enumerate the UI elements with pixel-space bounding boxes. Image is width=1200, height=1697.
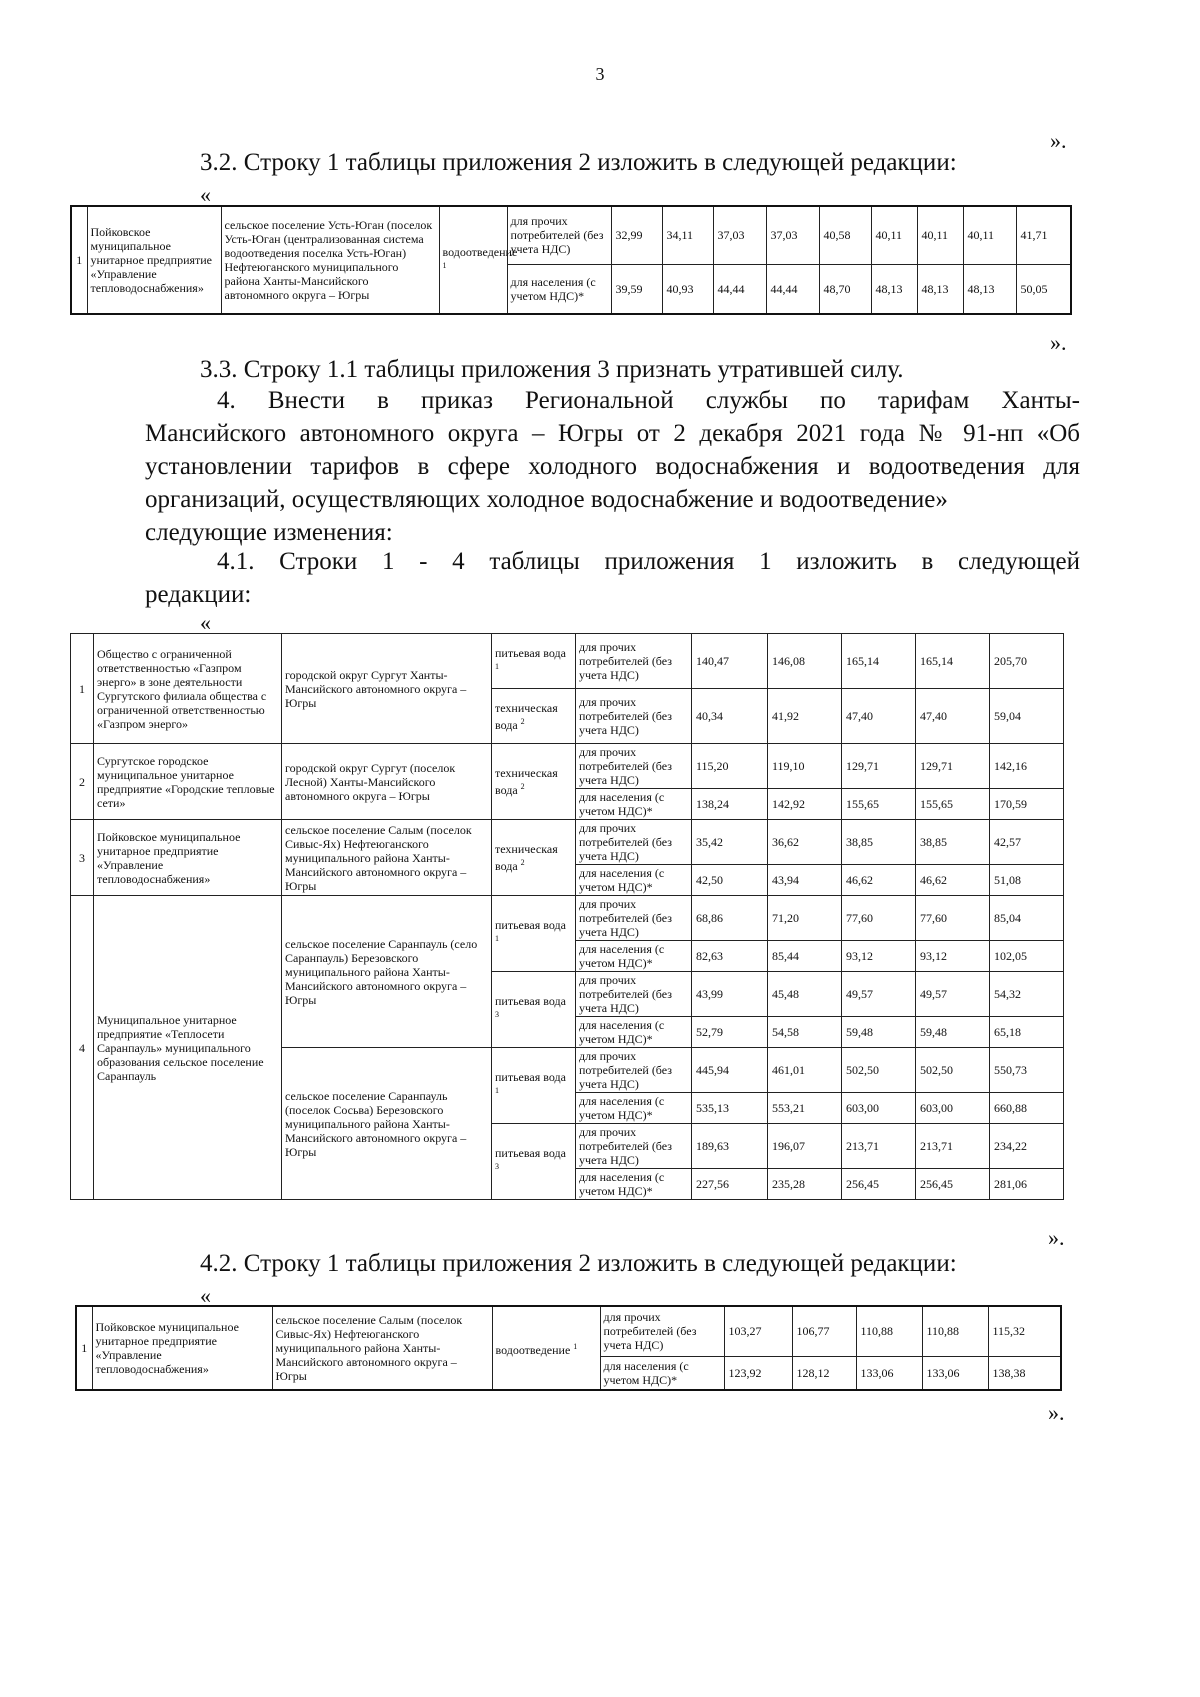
section-4-2-heading: 4.2. Строку 1 таблицы приложения 2 изложить в следующей редакции:: [200, 1250, 957, 1277]
table-row: [71, 634, 1064, 689]
section-4-last-line: следующие изменения:: [145, 519, 393, 546]
section-3-2-heading: 3.2. Строку 1 таблицы приложения 2 изложить в следующей редакции:: [200, 149, 957, 176]
value-cell: 37,03: [766, 206, 819, 264]
value-cell: 93,12: [916, 941, 990, 972]
footnote-mark: 3: [495, 1010, 499, 1019]
consumer-cell: для населения (с учетом НДС)*: [576, 1169, 692, 1200]
value-cell: 48,13: [963, 264, 1016, 314]
value-cell: 102,05: [990, 941, 1064, 972]
value-cell: 550,73: [990, 1048, 1064, 1093]
value-cell: 110,88: [856, 1306, 922, 1356]
consumer-cell: для населения (с учетом НДС)*: [576, 865, 692, 896]
service-cell: [492, 972, 576, 1048]
value-cell: 138,24: [692, 789, 768, 820]
value-cell: 40,58: [819, 206, 871, 264]
table-row: [71, 206, 1071, 264]
service-cell: [492, 1124, 576, 1200]
territory-cell: городской округ Сургут Ханты-Мансийского автономного округа – Югры: [282, 634, 492, 744]
value-cell: 129,71: [842, 744, 916, 789]
footnote-mark: 1: [573, 1341, 578, 1351]
value-cell: 138,38: [988, 1356, 1061, 1390]
opening-quote: «: [200, 1283, 211, 1308]
value-cell: 165,14: [842, 634, 916, 689]
value-cell: 603,00: [916, 1093, 990, 1124]
footnote-mark: 3: [495, 1162, 499, 1171]
consumer-cell: для населения (с учетом НДС)*: [576, 1093, 692, 1124]
value-cell: 48,13: [871, 264, 917, 314]
service-label: питьевая вода: [495, 994, 566, 1008]
service-label: питьевая вода: [495, 1146, 566, 1160]
service-cell: [492, 1048, 576, 1124]
value-cell: 48,70: [819, 264, 871, 314]
footnote-mark: 1: [442, 260, 447, 270]
value-cell: 445,94: [692, 1048, 768, 1093]
value-cell: 40,11: [963, 206, 1016, 264]
value-cell: 205,70: [990, 634, 1064, 689]
organization-cell: Пойковское муниципальное унитарное предприятие «Управление тепловодоснабжения»: [92, 1306, 272, 1390]
territory-cell: сельское поселение Салым (поселок Сивыс-Ях) Нефтеюганского муниципального района Ханты-Мансийского автономного округа – Югры: [272, 1306, 492, 1390]
value-cell: 38,85: [916, 820, 990, 865]
value-cell: 59,48: [916, 1017, 990, 1048]
consumer-cell: для прочих потребителей (без учета НДС): [600, 1306, 724, 1356]
value-cell: 85,04: [990, 896, 1064, 941]
value-cell: 65,18: [990, 1017, 1064, 1048]
value-cell: 54,32: [990, 972, 1064, 1017]
value-cell: 39,59: [611, 264, 662, 314]
section-4-first-line: 4. Внести в приказ Региональной службы по тарифам Ханты-: [217, 387, 1080, 414]
value-cell: 59,48: [842, 1017, 916, 1048]
footnote-mark: 1: [495, 934, 499, 943]
service-label: техническая вода: [495, 700, 558, 732]
value-cell: 189,63: [692, 1124, 768, 1169]
value-cell: 43,99: [692, 972, 768, 1017]
footnote-mark: 2: [520, 858, 525, 867]
consumer-cell: для прочих потребителей (без учета НДС): [576, 634, 692, 689]
row-number: 3: [71, 820, 94, 896]
value-cell: 115,20: [692, 744, 768, 789]
value-cell: 133,06: [856, 1356, 922, 1390]
closing-quote: ».: [1050, 330, 1067, 355]
value-cell: 170,59: [990, 789, 1064, 820]
value-cell: 115,32: [988, 1306, 1061, 1356]
consumer-cell: для прочих потребителей (без учета НДС): [576, 1124, 692, 1169]
value-cell: 54,58: [768, 1017, 842, 1048]
service-label: питьевая вода: [495, 1070, 566, 1084]
value-cell: 35,42: [692, 820, 768, 865]
footnote-mark: 2: [520, 716, 525, 726]
section-4-body: Мансийского автономного округа – Югры от 2 декабря 2021 года № 91-нп «Об установлении тарифов в сфере холодного водоснабжения и водоотведения для организаций, осуществляющих холодное водоснабжение и водоотведение»: [145, 420, 1080, 513]
value-cell: 142,16: [990, 744, 1064, 789]
closing-quote: ».: [1050, 128, 1067, 153]
value-cell: 42,50: [692, 865, 768, 896]
organization-cell: Сургутское городское муниципальное унитарное предприятие «Городские тепловые сети»: [94, 744, 282, 820]
value-cell: 46,62: [842, 865, 916, 896]
table-appendix2-sec32: [70, 205, 1072, 315]
territory-cell: сельское поселение Усть-Юган (поселок Усть-Юган (централизованная система водоотведения поселка Усть-Юган) Нефтеюганского муниципального района Ханты-Мансийского автономного округа – Югры: [221, 206, 439, 314]
closing-quote: ».: [1048, 1225, 1065, 1250]
value-cell: 256,45: [842, 1169, 916, 1200]
organization-cell: Муниципальное унитарное предприятие «Теплосети Саранпауль» муниципального образования сельское поселение Саранпауль: [94, 896, 282, 1200]
consumer-cell: для населения (с учетом НДС)*: [576, 1017, 692, 1048]
service-cell: [492, 820, 576, 896]
value-cell: 85,44: [768, 941, 842, 972]
row-number: 1: [71, 206, 87, 314]
value-cell: 40,93: [662, 264, 713, 314]
opening-quote: «: [200, 182, 211, 207]
value-cell: 59,04: [990, 689, 1064, 744]
consumer-cell: для прочих потребителей (без учета НДС): [507, 206, 611, 264]
table-appendix2-sec42: [75, 1305, 1062, 1391]
value-cell: 227,56: [692, 1169, 768, 1200]
value-cell: 110,88: [922, 1306, 988, 1356]
value-cell: 165,14: [916, 634, 990, 689]
organization-cell: Пойковское муниципальное унитарное предприятие «Управление тепловодоснабжения»: [87, 206, 221, 314]
value-cell: 77,60: [916, 896, 990, 941]
value-cell: 129,71: [916, 744, 990, 789]
value-cell: 71,20: [768, 896, 842, 941]
value-cell: 82,63: [692, 941, 768, 972]
opening-quote: «: [200, 610, 211, 635]
value-cell: 32,99: [611, 206, 662, 264]
value-cell: 213,71: [842, 1124, 916, 1169]
value-cell: 234,22: [990, 1124, 1064, 1169]
value-cell: 119,10: [768, 744, 842, 789]
consumer-cell: для населения (с учетом НДС)*: [507, 264, 611, 314]
value-cell: 38,85: [842, 820, 916, 865]
value-cell: 106,77: [792, 1306, 856, 1356]
footnote-mark: 1: [495, 1086, 499, 1095]
value-cell: 77,60: [842, 896, 916, 941]
service-cell: [492, 1306, 600, 1390]
value-cell: 43,94: [768, 865, 842, 896]
territory-cell: городской округ Сургут (поселок Лесной) Ханты-Мансийского автономного округа – Югры: [282, 744, 492, 820]
section-4-1-paragraph: [145, 545, 1080, 611]
service-label: питьевая вода: [495, 918, 566, 932]
section-4-1-last-line: редакции:: [145, 581, 252, 608]
value-cell: 196,07: [768, 1124, 842, 1169]
value-cell: 93,12: [842, 941, 916, 972]
value-cell: 40,11: [871, 206, 917, 264]
service-cell: [492, 634, 576, 689]
table-row: [71, 744, 1064, 789]
footnote-mark: 1: [495, 661, 499, 671]
section-3-3-text: 3.3. Строку 1.1 таблицы приложения 3 признать утратившей силу.: [200, 356, 904, 383]
value-cell: 50,05: [1016, 264, 1071, 314]
service-label: водоотведение: [442, 244, 518, 259]
value-cell: 123,92: [724, 1356, 792, 1390]
consumer-cell: для прочих потребителей (без учета НДС): [576, 896, 692, 941]
value-cell: 146,08: [768, 634, 842, 689]
value-cell: 42,57: [990, 820, 1064, 865]
value-cell: 49,57: [842, 972, 916, 1017]
value-cell: 36,62: [768, 820, 842, 865]
section-4-paragraph: [145, 384, 1080, 549]
consumer-cell: для прочих потребителей (без учета НДС): [576, 1048, 692, 1093]
table-row: [76, 1306, 1061, 1356]
value-cell: 553,21: [768, 1093, 842, 1124]
table-appendix1-sec41: [70, 633, 1064, 1200]
value-cell: 40,11: [917, 206, 963, 264]
value-cell: 41,71: [1016, 206, 1071, 264]
value-cell: 256,45: [916, 1169, 990, 1200]
service-cell: [492, 896, 576, 972]
value-cell: 48,13: [917, 264, 963, 314]
service-cell: [439, 206, 518, 314]
consumer-cell: для населения (с учетом НДС)*: [600, 1356, 724, 1390]
value-cell: 47,40: [842, 689, 916, 744]
table-row: [71, 896, 1064, 941]
value-cell: 155,65: [842, 789, 916, 820]
territory-cell: сельское поселение Салым (поселок Сивыс-Ях) Нефтеюганского муниципального района Ханты-Мансийского автономного округа – Югры: [282, 820, 492, 896]
value-cell: 49,57: [916, 972, 990, 1017]
value-cell: 45,48: [768, 972, 842, 1017]
value-cell: 235,28: [768, 1169, 842, 1200]
value-cell: 47,40: [916, 689, 990, 744]
value-cell: 133,06: [922, 1356, 988, 1390]
value-cell: 34,11: [662, 206, 713, 264]
consumer-cell: для прочих потребителей (без учета НДС): [576, 972, 692, 1017]
value-cell: 461,01: [768, 1048, 842, 1093]
footnote-mark: 2: [520, 782, 525, 791]
value-cell: 40,34: [692, 689, 768, 744]
service-cell: [492, 689, 576, 744]
table-row: [71, 820, 1064, 865]
value-cell: 660,88: [990, 1093, 1064, 1124]
consumer-cell: для прочих потребителей (без учета НДС): [576, 689, 692, 744]
row-number: 4: [71, 896, 94, 1200]
value-cell: 103,27: [724, 1306, 792, 1356]
value-cell: 41,92: [768, 689, 842, 744]
value-cell: 502,50: [916, 1048, 990, 1093]
row-number: 1: [76, 1306, 92, 1390]
service-cell: [492, 744, 576, 820]
page-number: 3: [595, 64, 605, 84]
service-label: техническая вода: [495, 842, 558, 873]
value-cell: 155,65: [916, 789, 990, 820]
closing-quote: ».: [1048, 1400, 1065, 1425]
organization-cell: Пойковское муниципальное унитарное предприятие «Управление тепловодоснабжения»: [94, 820, 282, 896]
consumer-cell: для населения (с учетом НДС)*: [576, 941, 692, 972]
territory-cell: сельское поселение Саранпауль (поселок Сосьва) Березовского муниципального района Ханты-Мансийского автономного округа – Югры: [282, 1048, 492, 1200]
row-number: 2: [71, 744, 94, 820]
consumer-cell: для прочих потребителей (без учета НДС): [576, 744, 692, 789]
consumer-cell: для населения (с учетом НДС)*: [576, 789, 692, 820]
value-cell: 51,08: [990, 865, 1064, 896]
service-label: питьевая вода: [495, 645, 566, 660]
organization-cell: Общество с ограниченной ответственностью «Газпром энерго» в зоне деятельности Сургутского филиала общества с ограниченной ответственностью «Газпром энерго»: [94, 634, 282, 744]
value-cell: 502,50: [842, 1048, 916, 1093]
value-cell: 44,44: [713, 264, 766, 314]
value-cell: 68,86: [692, 896, 768, 941]
value-cell: 37,03: [713, 206, 766, 264]
value-cell: 535,13: [692, 1093, 768, 1124]
value-cell: 142,92: [768, 789, 842, 820]
value-cell: 603,00: [842, 1093, 916, 1124]
value-cell: 213,71: [916, 1124, 990, 1169]
row-number: 1: [71, 634, 94, 744]
section-4-1-first-line: 4.1. Строки 1 - 4 таблицы приложения 1 изложить в следующей: [217, 548, 1080, 575]
value-cell: 52,79: [692, 1017, 768, 1048]
value-cell: 128,12: [792, 1356, 856, 1390]
value-cell: 46,62: [916, 865, 990, 896]
value-cell: 44,44: [766, 264, 819, 314]
service-label: техническая вода: [495, 766, 558, 797]
value-cell: 281,06: [990, 1169, 1064, 1200]
value-cell: 140,47: [692, 634, 768, 689]
service-label: водоотведение: [495, 1342, 571, 1357]
territory-cell: сельское поселение Саранпауль (село Саранпауль) Березовского муниципального района Ханты-Мансийского автономного округа – Югры: [282, 896, 492, 1048]
consumer-cell: для прочих потребителей (без учета НДС): [576, 820, 692, 865]
